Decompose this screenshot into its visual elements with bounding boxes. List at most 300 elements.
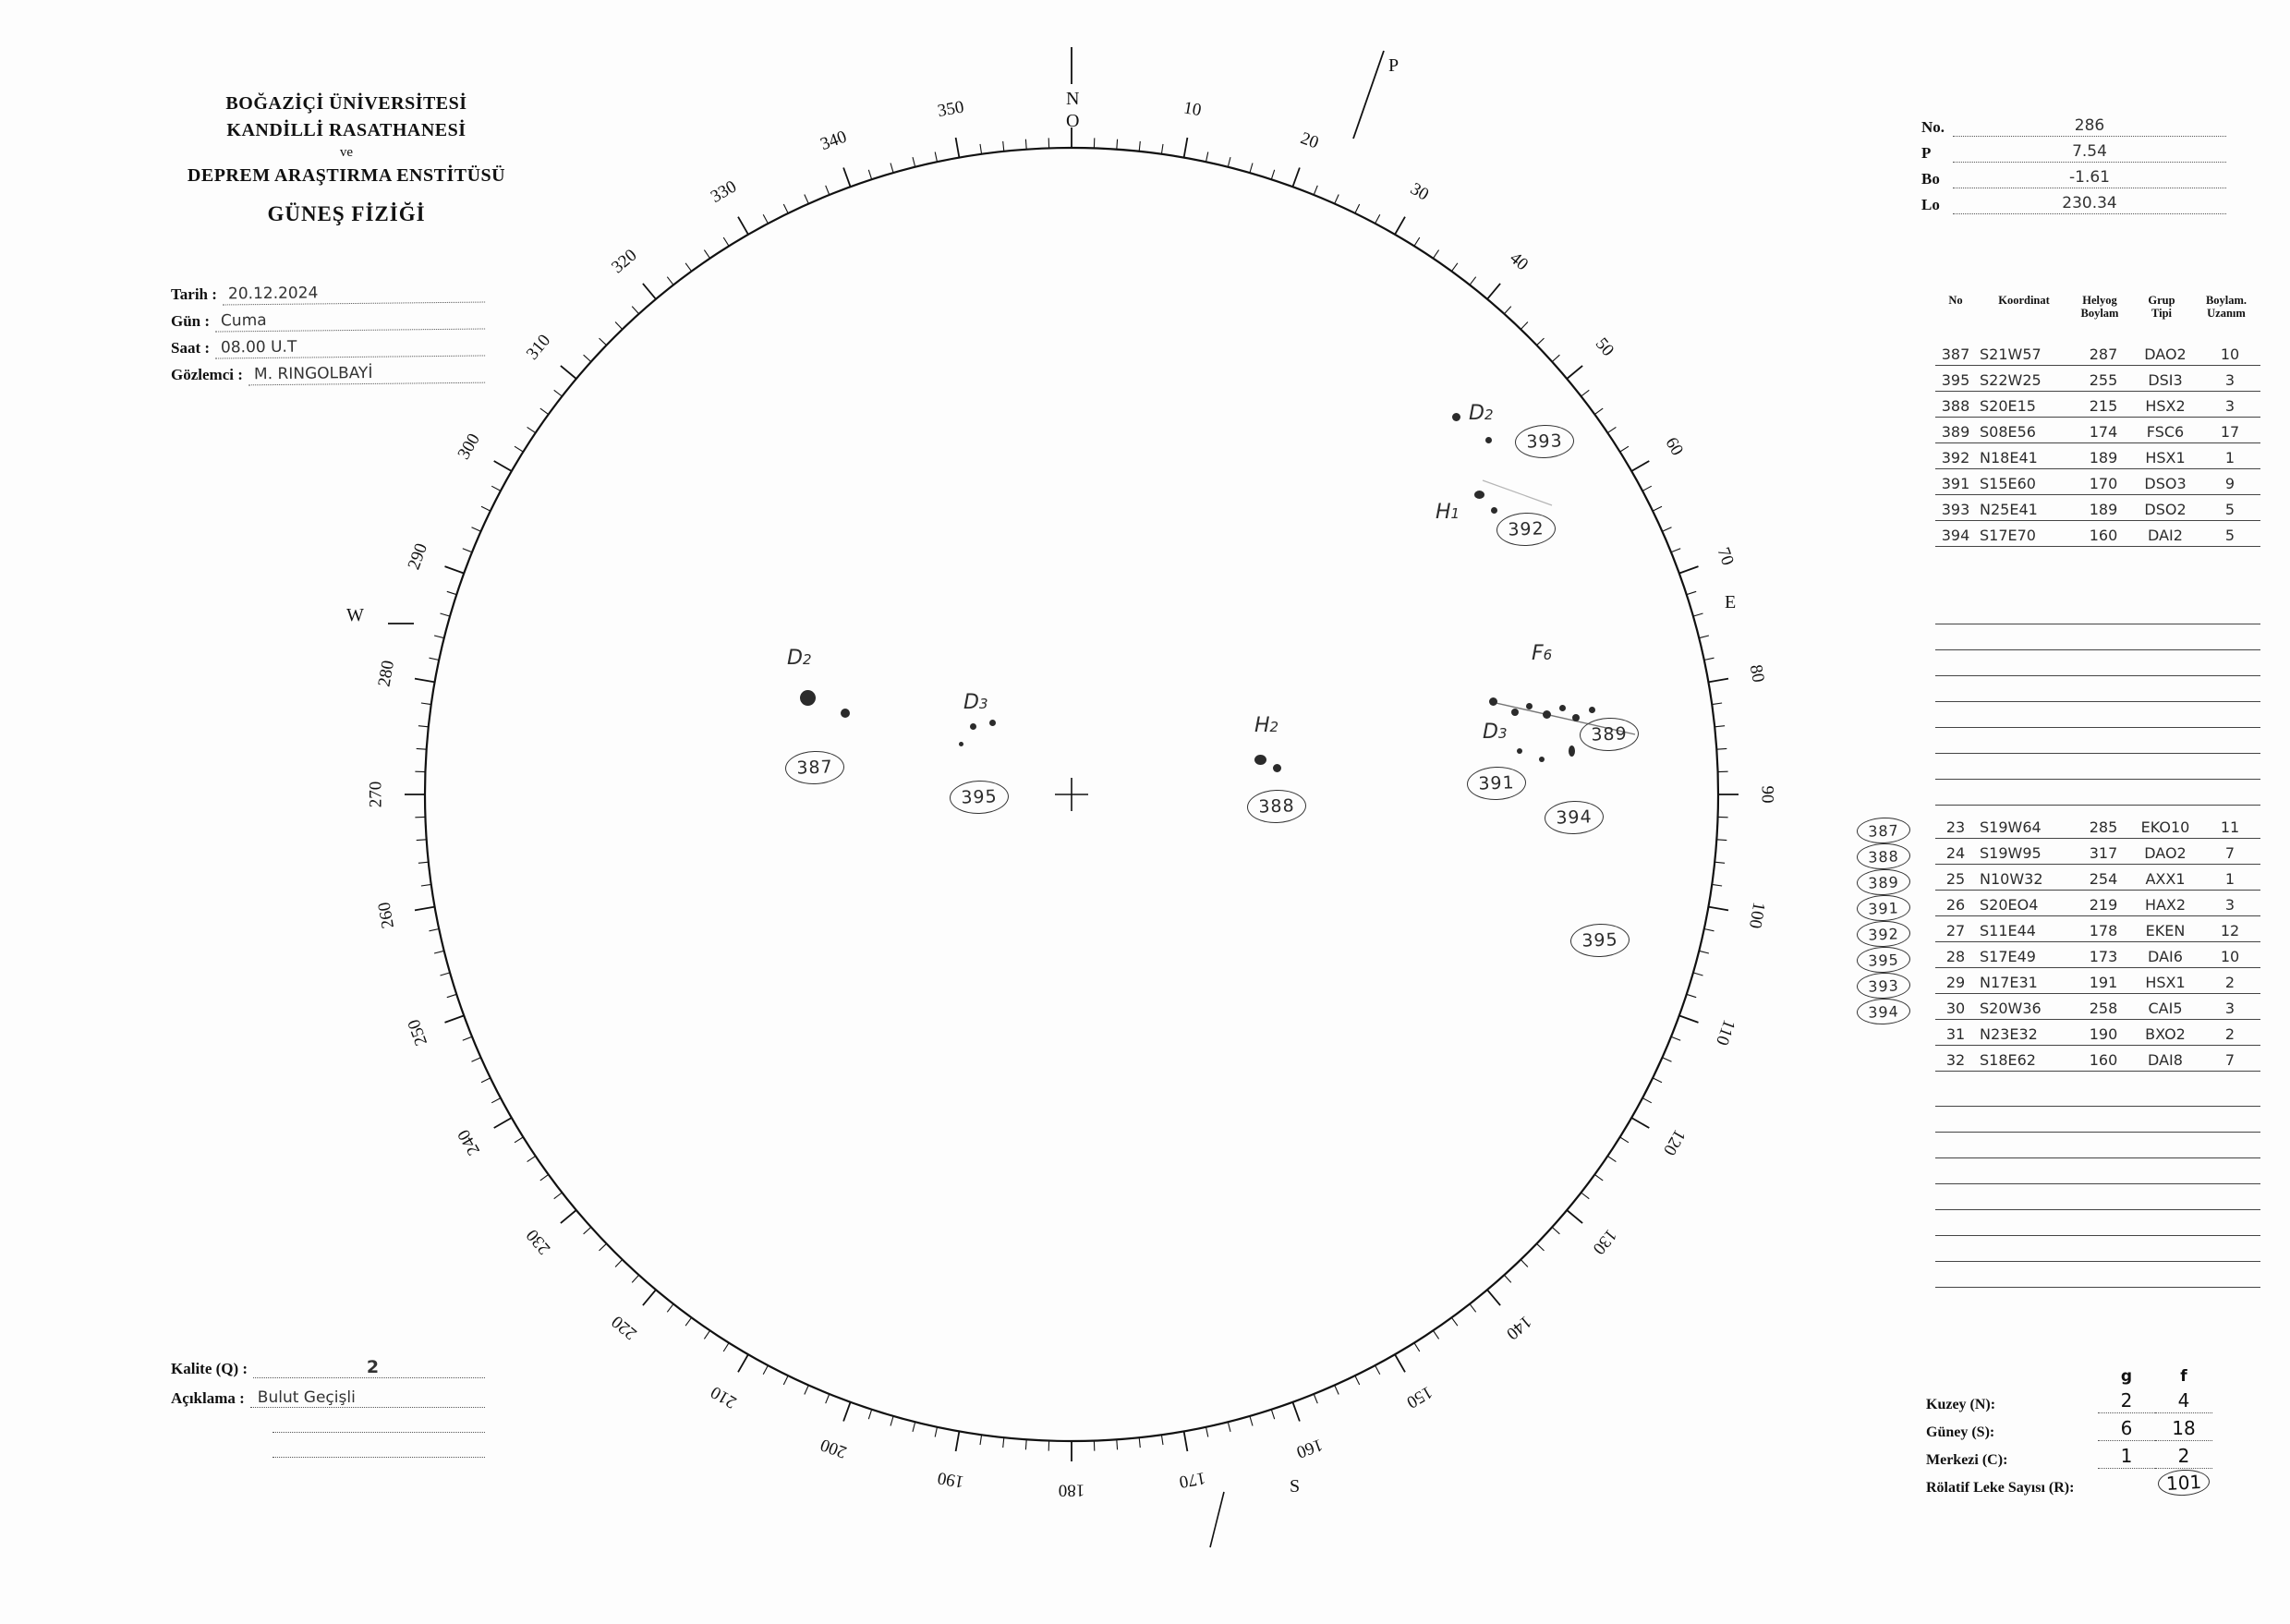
table-cell-empty [2076,675,2131,702]
table-cell: 189 [2076,494,2131,521]
tick-label-60: 60 [1661,433,1688,459]
tick-label-170: 170 [1177,1467,1207,1492]
table-cell: 174 [2076,417,2131,443]
table-cell: S08E56 [1976,417,2076,443]
table-cell: 215 [2076,391,2131,418]
summary-south-f[interactable]: 18 [2155,1417,2212,1441]
table-cell: 5 [2199,494,2260,521]
row-id-tag-391: 391 [1857,894,1911,922]
col-header-helyog-boylam: Helyog Boylam [2080,294,2119,321]
field-day-value[interactable]: Cuma [215,309,485,332]
table-cell: 189 [2076,442,2131,469]
group-label-h2: H2 [1254,714,1279,737]
table-cell-empty [1976,598,2076,624]
right-header-fields [1921,111,2226,214]
table-cell-empty [2131,1183,2199,1210]
table-cell-empty [2131,1157,2199,1184]
table-row-empty[interactable] [1935,1158,2279,1184]
table-cell-empty [1935,727,1976,754]
row-id-tag-387: 387 [1857,817,1911,844]
table-cell-empty [2199,675,2260,702]
summary-col-g: g [2120,1367,2133,1386]
table-cell: 29 [1935,967,1976,994]
table-row-empty[interactable] [1935,650,2279,676]
table-row[interactable] [1935,839,2279,865]
table-cell: 254 [2076,864,2131,891]
table-cell-empty [1935,753,1976,780]
table-cell-empty [1976,753,2076,780]
table-cell-empty [1976,1183,2076,1210]
sunspot [1485,437,1492,443]
table-row-empty[interactable] [1935,1236,2279,1262]
sunspot [1273,764,1281,772]
table-cell: S18E62 [1976,1045,2076,1072]
tick-label-310: 310 [522,331,555,364]
table-cell: 30 [1935,993,1976,1020]
table-cell: FSC6 [2131,417,2199,443]
table-cell: 2 [2199,967,2260,994]
table-row[interactable] [1935,340,2279,366]
table-cell-empty [1935,1132,1976,1158]
table-cell-empty [1976,675,2076,702]
tick-label-240: 240 [454,1125,484,1159]
table-cell-empty [2199,1261,2260,1288]
summary-south-g[interactable]: 6 [2098,1417,2155,1441]
sunspot [1254,755,1266,765]
data-table-blank-rows-upper [1935,599,2279,806]
table-cell-empty [2199,1132,2260,1158]
table-row-empty[interactable] [1935,780,2279,806]
group-label-f6: F6 [1532,642,1553,665]
table-cell: HSX2 [2131,391,2199,418]
table-cell-empty [1935,779,1976,806]
table-cell: DAO2 [2131,838,2199,865]
tick-label-270: 270 [366,781,386,808]
table-cell: 28 [1935,941,1976,968]
table-cell-empty [2076,1261,2131,1288]
tick-label-210: 210 [707,1382,741,1412]
table-cell: S11E44 [1976,915,2076,942]
table-cell: 26 [1935,890,1976,916]
table-cell: N17E31 [1976,967,2076,994]
tick-label-90: 90 [1757,785,1777,804]
table-cell: 392 [1935,442,1976,469]
col-header-no: No [1948,294,1963,307]
table-cell: 1 [2199,442,2260,469]
sunspot [1572,714,1580,721]
table-cell: 23 [1935,812,1976,839]
table-row[interactable] [1935,366,2279,392]
field-no-label: No. [1921,118,1945,136]
table-cell: 11 [2199,812,2260,839]
table-cell-empty [2199,779,2260,806]
table-cell: 178 [2076,915,2131,942]
table-cell-empty [1935,1235,1976,1262]
sunspot [1539,757,1545,762]
tick-label-160: 160 [1293,1434,1326,1462]
tick-label-130: 130 [1588,1225,1621,1258]
table-cell-empty [1935,701,1976,728]
table-cell-empty [2131,649,2199,676]
table-cell-empty [1976,624,2076,650]
field-time-value[interactable]: 08.00 U.T [215,335,485,358]
table-row[interactable] [1935,942,2279,968]
table-row[interactable] [1935,891,2279,916]
table-cell: 12 [2199,915,2260,942]
table-cell: S17E49 [1976,941,2076,968]
sunspot [1489,697,1497,706]
note-value[interactable]: Bulut Geçişli [250,1388,485,1408]
table-cell: 7 [2199,1045,2260,1072]
table-cell-empty [2076,624,2131,650]
sunspot [970,723,976,730]
table-cell-empty [2076,1235,2131,1262]
field-bo [1921,163,2226,188]
table-row-empty[interactable] [1935,1107,2279,1133]
sunspot [1559,705,1566,711]
table-cell-empty [2076,1132,2131,1158]
table-row[interactable] [1935,392,2279,418]
table-row[interactable] [1935,1046,2279,1072]
field-date-value[interactable]: 20.12.2024 [223,283,485,306]
table-cell: 391 [1935,468,1976,495]
table-cell: 10 [2199,339,2260,366]
table-cell-empty [1976,1235,2076,1262]
table-cell-empty [2076,779,2131,806]
table-cell-empty [2131,1132,2199,1158]
institute-line-1: BOĞAZİÇİ ÜNİVERSİTESİ [225,93,467,114]
table-cell-empty [1976,1157,2076,1184]
field-lo-label: Lo [1921,196,1940,213]
table-cell: S19W64 [1976,812,2076,839]
group-label-d2-north: D2 [1469,402,1494,425]
table-row-empty[interactable] [1935,1262,2279,1288]
tick-label-10: 10 [1181,98,1203,121]
table-cell: 5 [2199,520,2260,547]
table-row-empty[interactable] [1935,728,2279,754]
sunspot [1517,748,1522,754]
tick-label-150: 150 [1402,1382,1436,1412]
table-cell-empty [1976,1132,2076,1158]
table-cell-empty [1976,1080,2076,1107]
table-cell-empty [2199,624,2260,650]
table-row-empty[interactable] [1935,1184,2279,1210]
sunspot [841,709,850,718]
table-cell-empty [2199,1106,2260,1133]
tick-label-250: 250 [404,1016,432,1048]
table-cell-empty [2199,727,2260,754]
field-no-value[interactable]: 286 [1953,116,2226,137]
table-row[interactable] [1935,469,2279,495]
table-cell: S15E60 [1976,468,2076,495]
quality-label: Kalite (Q) : [171,1360,248,1377]
tick-label-230: 230 [522,1225,555,1258]
sunspot [1491,507,1497,514]
table-cell-empty [1976,701,2076,728]
table-cell: DAI6 [2131,941,2199,968]
spot-tag-393: 393 [1514,424,1574,459]
table-cell-empty [1935,675,1976,702]
field-lo-value[interactable]: 230.34 [1953,194,2226,214]
tick-label-350: 350 [936,97,966,122]
summary-center-g[interactable]: 1 [2098,1445,2155,1469]
spot-tag-387: 387 [784,750,844,785]
table-cell: S20EO4 [1976,890,2076,916]
field-lo [1921,188,2226,214]
table-cell-empty [2199,1080,2260,1107]
quality-value[interactable]: 2 [253,1357,485,1378]
tick-label-20: 20 [1298,128,1322,153]
table-cell-empty [2131,598,2199,624]
field-bo-value[interactable]: -1.61 [1953,168,2226,188]
table-cell: 160 [2076,520,2131,547]
summary-label-relative: Rölatif Leke Sayısı (R): [1926,1480,2075,1496]
table-cell: 3 [2199,890,2260,916]
table-cell-empty [2076,598,2131,624]
table-cell-empty [2199,1209,2260,1236]
col-header-grup-tipi: Grup Tipi [2148,294,2175,321]
field-date-label: Tarih : [171,285,217,303]
table-cell: 3 [2199,365,2260,392]
table-cell: 32 [1935,1045,1976,1072]
tick-label-190: 190 [936,1467,966,1492]
table-cell: 170 [2076,468,2131,495]
col-header-koordinat: Koordinat [1998,294,2050,307]
summary-column-heads [2098,1367,2277,1386]
table-cell: 31 [1935,1019,1976,1046]
table-cell-empty [2131,1209,2199,1236]
data-table-top-rows [1935,340,2279,547]
cardinal-west: W [346,605,364,625]
table-row-empty[interactable] [1935,1081,2279,1107]
table-cell-empty [2131,727,2199,754]
table-cell: BXO2 [2131,1019,2199,1046]
table-cell: S19W95 [1976,838,2076,865]
table-cell-empty [1976,1106,2076,1133]
table-cell-empty [2131,624,2199,650]
table-cell-empty [2131,1235,2199,1262]
table-cell: CAI5 [2131,993,2199,1020]
table-cell: DAI8 [2131,1045,2199,1072]
table-cell: 25 [1935,864,1976,891]
sunspot [989,720,996,726]
table-cell: DSO3 [2131,468,2199,495]
tick-label-30: 30 [1407,178,1433,205]
field-day-label: Gün : [171,312,211,330]
table-cell-empty [1935,1080,1976,1107]
table-cell: 10 [2199,941,2260,968]
table-cell-empty [2076,1106,2131,1133]
table-row-empty[interactable] [1935,599,2279,624]
table-cell-empty [1935,649,1976,676]
tick-label-220: 220 [608,1311,641,1344]
group-label-h1: H1 [1436,501,1460,524]
sunspot [1543,710,1551,719]
sunspot [800,690,816,706]
table-row[interactable] [1935,994,2279,1020]
table-cell: 160 [2076,1045,2131,1072]
summary-center-f[interactable]: 2 [2155,1445,2212,1469]
table-cell: S17E70 [1976,520,2076,547]
table-cell: 173 [2076,941,2131,968]
table-cell: 387 [1935,339,1976,366]
table-cell: 191 [2076,967,2131,994]
table-cell-empty [2131,1080,2199,1107]
table-cell-empty [2199,598,2260,624]
table-cell: 317 [2076,838,2131,865]
table-cell-empty [2199,1235,2260,1262]
tick-label-40: 40 [1506,248,1533,275]
tick-label-140: 140 [1502,1311,1535,1344]
table-cell-empty [1935,598,1976,624]
table-cell: 388 [1935,391,1976,418]
table-cell: S20W36 [1976,993,2076,1020]
sunspot [1452,413,1460,421]
table-cell: 1 [2199,864,2260,891]
summary-row-north [1926,1386,2277,1413]
table-cell: DAO2 [2131,339,2199,366]
tick-label-340: 340 [818,127,850,155]
table-cell-empty [2199,701,2260,728]
sunspot [1569,745,1575,757]
data-table-blank-rows-lower [1935,1081,2279,1288]
table-row-empty[interactable] [1935,1133,2279,1158]
group-label-d2-west: D2 [787,647,812,670]
table-cell-empty [2199,1157,2260,1184]
table-row-empty[interactable] [1935,702,2279,728]
table-cell: 219 [2076,890,2131,916]
table-cell-empty [1935,1183,1976,1210]
cardinal-south: S [1290,1476,1301,1497]
field-p-value[interactable]: 7.54 [1953,142,2226,163]
spot-tag-391: 391 [1466,766,1526,801]
table-row[interactable] [1935,521,2279,547]
table-cell: 9 [2199,468,2260,495]
tick-label-50: 50 [1591,333,1618,360]
table-cell: HSX1 [2131,442,2199,469]
data-table-bottom-rows [1935,813,2279,1072]
table-cell: 389 [1935,417,1976,443]
cardinal-p: P [1388,55,1399,76]
table-cell: 395 [1935,365,1976,392]
table-cell: EKO10 [2131,812,2199,839]
table-cell: 7 [2199,838,2260,865]
table-row[interactable] [1935,865,2279,891]
tick-label-200: 200 [818,1434,850,1462]
table-row[interactable] [1935,916,2279,942]
table-cell: DSO2 [2131,494,2199,521]
note-label: Açıklama : [171,1389,245,1407]
table-row[interactable] [1935,968,2279,994]
table-row-empty[interactable] [1935,754,2279,780]
table-cell-empty [2131,779,2199,806]
table-cell-empty [2131,675,2199,702]
table-cell-empty [1976,727,2076,754]
institute-line-2: KANDİLLİ RASATHANESİ [226,120,466,140]
table-cell: 287 [2076,339,2131,366]
table-cell: DSI3 [2131,365,2199,392]
field-time-label: Saat : [171,339,211,357]
table-cell: 394 [1935,520,1976,547]
table-cell: 27 [1935,915,1976,942]
tick-label-70: 70 [1713,544,1738,568]
summary-row-center [1926,1441,2277,1469]
table-row[interactable] [1935,418,2279,443]
relative-number-value[interactable]: 101 [2157,1469,2211,1497]
table-cell-empty [1935,1261,1976,1288]
summary-north-g[interactable]: 2 [2098,1389,2155,1413]
summary-row-south [1926,1413,2277,1441]
spot-tag-395: 395 [949,780,1009,815]
table-cell: S20E15 [1976,391,2076,418]
institute-line-4: DEPREM ARAŞTIRMA ENSTİTÜSÜ [187,164,506,186]
group-label-d3-center: D3 [963,691,988,714]
row-id-tag-388: 388 [1857,842,1911,870]
table-row[interactable] [1935,813,2279,839]
table-cell: 255 [2076,365,2131,392]
table-cell: S21W57 [1976,339,2076,366]
table-cell: 285 [2076,812,2131,839]
tick-label-80: 80 [1745,663,1768,685]
table-cell-empty [2199,1183,2260,1210]
spot-tag-389: 389 [1579,717,1639,752]
table-cell-empty [1976,1209,2076,1236]
table-row-empty[interactable] [1935,624,2279,650]
table-cell: 3 [2199,391,2260,418]
sunspot [1474,491,1484,499]
table-cell: N23E32 [1976,1019,2076,1046]
field-bo-label: Bo [1921,170,1940,188]
tick-label-260: 260 [374,900,399,930]
sunspot [1526,703,1533,709]
table-cell-empty [1935,1157,1976,1184]
table-cell: HAX2 [2131,890,2199,916]
table-cell: S22W25 [1976,365,2076,392]
row-id-tag-393: 393 [1857,972,1911,1000]
table-cell: DAI2 [2131,520,2199,547]
field-no [1921,111,2226,137]
table-row[interactable] [1935,1020,2279,1046]
summary-north-f[interactable]: 4 [2155,1389,2212,1413]
row-id-tag-395: 395 [1857,946,1911,974]
summary-col-f: f [2180,1367,2187,1386]
field-observer-value[interactable]: M. RINGOLBAYİ [248,363,485,386]
table-cell-empty [2131,753,2199,780]
table-cell: 258 [2076,993,2131,1020]
page-title: GÜNEŞ FİZİĞİ [267,201,426,225]
row-id-tag-394: 394 [1857,998,1911,1025]
table-row-empty[interactable] [1935,1210,2279,1236]
tick-label-100: 100 [1744,900,1769,930]
tick-label-280: 280 [374,659,399,689]
table-row-empty[interactable] [1935,676,2279,702]
table-cell-empty [1935,1209,1976,1236]
table-row[interactable] [1935,443,2279,469]
table-cell-empty [2076,701,2131,728]
field-p-label: P [1921,144,1932,162]
spot-tag-395-limb: 395 [1569,923,1630,958]
table-cell-empty [2076,1183,2131,1210]
tick-label-120: 120 [1659,1125,1690,1159]
table-cell: 17 [2199,417,2260,443]
table-cell-empty [1976,649,2076,676]
spot-tag-388: 388 [1246,789,1306,824]
table-cell-empty [2076,649,2131,676]
table-cell-empty [2131,1106,2199,1133]
field-observer-label: Gözlemci : [171,366,243,383]
summary-block [1926,1367,2277,1497]
table-row[interactable] [1935,495,2279,521]
